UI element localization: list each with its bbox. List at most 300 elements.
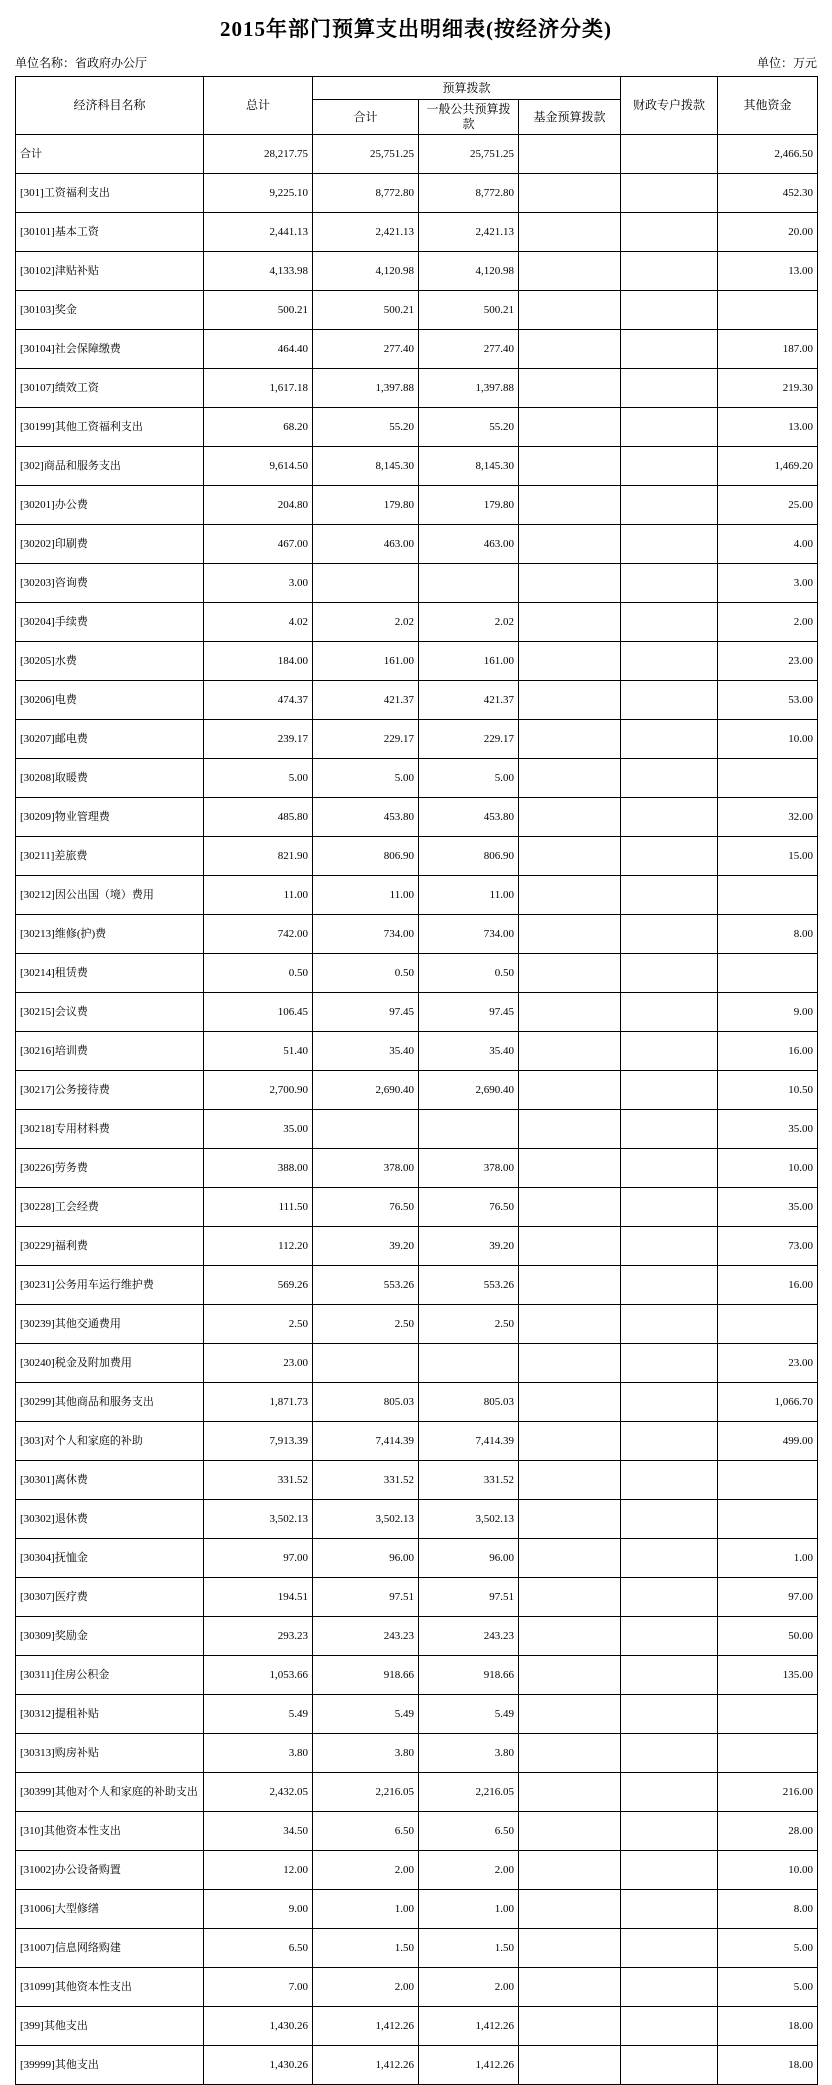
table-row bbox=[16, 1617, 818, 1656]
other-funds-cell: 16.00 bbox=[718, 1032, 818, 1071]
subject-cell: [30102]津贴补贴 bbox=[16, 252, 204, 291]
grand-total-cell: 12.00 bbox=[204, 1851, 313, 1890]
other-funds-cell: 18.00 bbox=[718, 2007, 818, 2046]
other-funds-cell: 10.00 bbox=[718, 720, 818, 759]
col-header-general-public-budget: 一般公共预算拨款 bbox=[419, 100, 519, 135]
grand-total-cell: 3.80 bbox=[204, 1734, 313, 1773]
subject-cell: [39999]其他支出 bbox=[16, 2046, 204, 2085]
unit-name-label: 单位名称：省政府办公厅 bbox=[15, 56, 148, 70]
table-row bbox=[16, 1383, 818, 1422]
table-row bbox=[16, 2007, 818, 2046]
table-row bbox=[16, 1695, 818, 1734]
table-row bbox=[16, 1344, 818, 1383]
fiscal-special-account-cell bbox=[621, 408, 718, 447]
budget-subtotal-cell: 7,414.39 bbox=[313, 1422, 419, 1461]
other-funds-cell: 216.00 bbox=[718, 1773, 818, 1812]
general-public-budget-cell: 55.20 bbox=[419, 408, 519, 447]
subject-cell: [30213]维修(护)费 bbox=[16, 915, 204, 954]
fund-budget-cell bbox=[519, 564, 621, 603]
budget-subtotal-cell: 96.00 bbox=[313, 1539, 419, 1578]
table-row bbox=[16, 174, 818, 213]
grand-total-cell: 2,441.13 bbox=[204, 213, 313, 252]
table-row bbox=[16, 1071, 818, 1110]
fund-budget-cell bbox=[519, 1305, 621, 1344]
general-public-budget-cell: 243.23 bbox=[419, 1617, 519, 1656]
grand-total-cell: 4,133.98 bbox=[204, 252, 313, 291]
fund-budget-cell bbox=[519, 291, 621, 330]
general-public-budget-cell: 1.00 bbox=[419, 1890, 519, 1929]
subject-cell: [31006]大型修缮 bbox=[16, 1890, 204, 1929]
fiscal-special-account-cell bbox=[621, 1578, 718, 1617]
general-public-budget-cell: 35.40 bbox=[419, 1032, 519, 1071]
grand-total-cell: 106.45 bbox=[204, 993, 313, 1032]
grand-total-cell: 68.20 bbox=[204, 408, 313, 447]
fiscal-special-account-cell bbox=[621, 1695, 718, 1734]
fiscal-special-account-cell bbox=[621, 1500, 718, 1539]
subject-cell: [30226]劳务费 bbox=[16, 1149, 204, 1188]
col-header-grand-total: 总计 bbox=[204, 77, 313, 135]
general-public-budget-cell: 161.00 bbox=[419, 642, 519, 681]
budget-subtotal-cell: 25,751.25 bbox=[313, 135, 419, 174]
fiscal-special-account-cell bbox=[621, 2046, 718, 2085]
subject-cell: [30218]专用材料费 bbox=[16, 1110, 204, 1149]
general-public-budget-cell: 8,772.80 bbox=[419, 174, 519, 213]
general-public-budget-cell: 421.37 bbox=[419, 681, 519, 720]
grand-total-cell: 11.00 bbox=[204, 876, 313, 915]
fiscal-special-account-cell bbox=[621, 1461, 718, 1500]
table-row bbox=[16, 1032, 818, 1071]
other-funds-cell: 452.30 bbox=[718, 174, 818, 213]
fiscal-special-account-cell bbox=[621, 603, 718, 642]
budget-subtotal-cell: 76.50 bbox=[313, 1188, 419, 1227]
fiscal-special-account-cell bbox=[621, 1305, 718, 1344]
fiscal-special-account-cell bbox=[621, 525, 718, 564]
table-row bbox=[16, 837, 818, 876]
budget-subtotal-cell: 5.49 bbox=[313, 1695, 419, 1734]
subject-cell: [310]其他资本性支出 bbox=[16, 1812, 204, 1851]
fund-budget-cell bbox=[519, 1890, 621, 1929]
fiscal-special-account-cell bbox=[621, 1656, 718, 1695]
general-public-budget-cell bbox=[419, 564, 519, 603]
table-row bbox=[16, 252, 818, 291]
fiscal-special-account-cell bbox=[621, 1422, 718, 1461]
general-public-budget-cell: 2.00 bbox=[419, 1968, 519, 2007]
table-row bbox=[16, 759, 818, 798]
other-funds-cell: 10.50 bbox=[718, 1071, 818, 1110]
general-public-budget-cell: 4,120.98 bbox=[419, 252, 519, 291]
fund-budget-cell bbox=[519, 798, 621, 837]
other-funds-cell: 13.00 bbox=[718, 252, 818, 291]
grand-total-cell: 3.00 bbox=[204, 564, 313, 603]
fund-budget-cell bbox=[519, 1383, 621, 1422]
fiscal-special-account-cell bbox=[621, 1344, 718, 1383]
general-public-budget-cell: 2,216.05 bbox=[419, 1773, 519, 1812]
fund-budget-cell bbox=[519, 408, 621, 447]
fund-budget-cell bbox=[519, 330, 621, 369]
subject-cell: [30239]其他交通费用 bbox=[16, 1305, 204, 1344]
general-public-budget-cell: 805.03 bbox=[419, 1383, 519, 1422]
subject-cell: [30201]办公费 bbox=[16, 486, 204, 525]
general-public-budget-cell: 1,412.26 bbox=[419, 2046, 519, 2085]
subject-cell: [30202]印刷费 bbox=[16, 525, 204, 564]
budget-subtotal-cell: 1,397.88 bbox=[313, 369, 419, 408]
budget-subtotal-cell: 229.17 bbox=[313, 720, 419, 759]
subject-cell: [30240]税金及附加费用 bbox=[16, 1344, 204, 1383]
grand-total-cell: 2.50 bbox=[204, 1305, 313, 1344]
table-row bbox=[16, 1539, 818, 1578]
header-row-top bbox=[16, 77, 818, 100]
fund-budget-cell bbox=[519, 993, 621, 1032]
subject-cell: [30107]绩效工资 bbox=[16, 369, 204, 408]
general-public-budget-cell: 500.21 bbox=[419, 291, 519, 330]
subject-cell: [30208]取暖费 bbox=[16, 759, 204, 798]
grand-total-cell: 204.80 bbox=[204, 486, 313, 525]
other-funds-cell: 1,469.20 bbox=[718, 447, 818, 486]
subject-cell: [30212]因公出国（境）费用 bbox=[16, 876, 204, 915]
grand-total-cell: 2,432.05 bbox=[204, 1773, 313, 1812]
budget-subtotal-cell: 805.03 bbox=[313, 1383, 419, 1422]
table-row bbox=[16, 720, 818, 759]
table-row bbox=[16, 330, 818, 369]
fund-budget-cell bbox=[519, 954, 621, 993]
subject-cell: [30101]基本工资 bbox=[16, 213, 204, 252]
table-row bbox=[16, 642, 818, 681]
table-row bbox=[16, 1734, 818, 1773]
other-funds-cell: 15.00 bbox=[718, 837, 818, 876]
general-public-budget-cell: 378.00 bbox=[419, 1149, 519, 1188]
fiscal-special-account-cell bbox=[621, 1617, 718, 1656]
meta-row bbox=[15, 54, 817, 71]
grand-total-cell: 97.00 bbox=[204, 1539, 313, 1578]
subject-cell: [30312]提租补贴 bbox=[16, 1695, 204, 1734]
table-row bbox=[16, 213, 818, 252]
page-title: 2015年部门预算支出明细表(按经济分类) bbox=[220, 17, 612, 41]
col-header-fund-budget: 基金预算拨款 bbox=[519, 100, 621, 135]
fiscal-special-account-cell bbox=[621, 876, 718, 915]
fund-budget-cell bbox=[519, 681, 621, 720]
grand-total-cell: 464.40 bbox=[204, 330, 313, 369]
grand-total-cell: 5.00 bbox=[204, 759, 313, 798]
fund-budget-cell bbox=[519, 1500, 621, 1539]
other-funds-cell: 9.00 bbox=[718, 993, 818, 1032]
fiscal-special-account-cell bbox=[621, 486, 718, 525]
general-public-budget-cell: 453.80 bbox=[419, 798, 519, 837]
budget-subtotal-cell: 8,772.80 bbox=[313, 174, 419, 213]
grand-total-cell: 293.23 bbox=[204, 1617, 313, 1656]
fiscal-special-account-cell bbox=[621, 1851, 718, 1890]
grand-total-cell: 4.02 bbox=[204, 603, 313, 642]
fund-budget-cell bbox=[519, 1539, 621, 1578]
budget-subtotal-cell: 1.00 bbox=[313, 1890, 419, 1929]
fund-budget-cell bbox=[519, 135, 621, 174]
fund-budget-cell bbox=[519, 603, 621, 642]
budget-subtotal-cell: 97.45 bbox=[313, 993, 419, 1032]
fund-budget-cell bbox=[519, 1929, 621, 1968]
general-public-budget-cell: 1,397.88 bbox=[419, 369, 519, 408]
table-row bbox=[16, 915, 818, 954]
table-row bbox=[16, 1500, 818, 1539]
other-funds-cell: 10.00 bbox=[718, 1149, 818, 1188]
fund-budget-cell bbox=[519, 1851, 621, 1890]
table-row bbox=[16, 135, 818, 174]
other-funds-cell bbox=[718, 1695, 818, 1734]
general-public-budget-cell: 11.00 bbox=[419, 876, 519, 915]
table-row bbox=[16, 1149, 818, 1188]
general-public-budget-cell: 918.66 bbox=[419, 1656, 519, 1695]
grand-total-cell: 112.20 bbox=[204, 1227, 313, 1266]
subject-cell: [30299]其他商品和服务支出 bbox=[16, 1383, 204, 1422]
subject-cell: [31007]信息网络购建 bbox=[16, 1929, 204, 1968]
table-row bbox=[16, 1266, 818, 1305]
table-row bbox=[16, 954, 818, 993]
grand-total-cell: 821.90 bbox=[204, 837, 313, 876]
general-public-budget-cell: 5.49 bbox=[419, 1695, 519, 1734]
fund-budget-cell bbox=[519, 759, 621, 798]
grand-total-cell: 1,871.73 bbox=[204, 1383, 313, 1422]
grand-total-cell: 500.21 bbox=[204, 291, 313, 330]
budget-subtotal-cell: 3.80 bbox=[313, 1734, 419, 1773]
subject-cell: [30199]其他工资福利支出 bbox=[16, 408, 204, 447]
table-row bbox=[16, 681, 818, 720]
grand-total-cell: 194.51 bbox=[204, 1578, 313, 1617]
grand-total-cell: 6.50 bbox=[204, 1929, 313, 1968]
budget-subtotal-cell: 35.40 bbox=[313, 1032, 419, 1071]
budget-table-body bbox=[16, 135, 818, 2085]
other-funds-cell: 97.00 bbox=[718, 1578, 818, 1617]
grand-total-cell: 7.00 bbox=[204, 1968, 313, 2007]
subject-cell: [30301]离休费 bbox=[16, 1461, 204, 1500]
table-row bbox=[16, 1929, 818, 1968]
fiscal-special-account-cell bbox=[621, 2007, 718, 2046]
general-public-budget-cell: 39.20 bbox=[419, 1227, 519, 1266]
general-public-budget-cell: 6.50 bbox=[419, 1812, 519, 1851]
grand-total-cell: 1,430.26 bbox=[204, 2007, 313, 2046]
fiscal-special-account-cell bbox=[621, 1539, 718, 1578]
fund-budget-cell bbox=[519, 447, 621, 486]
general-public-budget-cell: 179.80 bbox=[419, 486, 519, 525]
subject-cell: [30103]奖金 bbox=[16, 291, 204, 330]
other-funds-cell: 25.00 bbox=[718, 486, 818, 525]
col-header-fiscal-special-account: 财政专户拨款 bbox=[621, 77, 718, 135]
general-public-budget-cell: 331.52 bbox=[419, 1461, 519, 1500]
fiscal-special-account-cell bbox=[621, 837, 718, 876]
subject-cell: [30209]物业管理费 bbox=[16, 798, 204, 837]
budget-subtotal-cell: 2,690.40 bbox=[313, 1071, 419, 1110]
table-row bbox=[16, 798, 818, 837]
fund-budget-cell bbox=[519, 876, 621, 915]
general-public-budget-cell: 76.50 bbox=[419, 1188, 519, 1227]
grand-total-cell: 239.17 bbox=[204, 720, 313, 759]
subject-cell: [301]工资福利支出 bbox=[16, 174, 204, 213]
fund-budget-cell bbox=[519, 1032, 621, 1071]
general-public-budget-cell: 25,751.25 bbox=[419, 135, 519, 174]
fiscal-special-account-cell bbox=[621, 1968, 718, 2007]
subject-cell: [30214]租赁费 bbox=[16, 954, 204, 993]
general-public-budget-cell: 277.40 bbox=[419, 330, 519, 369]
budget-subtotal-cell: 6.50 bbox=[313, 1812, 419, 1851]
other-funds-cell: 23.00 bbox=[718, 1344, 818, 1383]
general-public-budget-cell: 1.50 bbox=[419, 1929, 519, 1968]
fund-budget-cell bbox=[519, 720, 621, 759]
fund-budget-cell bbox=[519, 213, 621, 252]
other-funds-cell bbox=[718, 1305, 818, 1344]
subject-cell: [30313]购房补贴 bbox=[16, 1734, 204, 1773]
subject-cell: [30215]会议费 bbox=[16, 993, 204, 1032]
grand-total-cell: 2,700.90 bbox=[204, 1071, 313, 1110]
other-funds-cell: 219.30 bbox=[718, 369, 818, 408]
other-funds-cell bbox=[718, 1734, 818, 1773]
table-row bbox=[16, 291, 818, 330]
fund-budget-cell bbox=[519, 252, 621, 291]
general-public-budget-cell: 97.51 bbox=[419, 1578, 519, 1617]
budget-table-header bbox=[16, 77, 818, 135]
subject-cell: [30206]电费 bbox=[16, 681, 204, 720]
fiscal-special-account-cell bbox=[621, 1188, 718, 1227]
general-public-budget-cell: 806.90 bbox=[419, 837, 519, 876]
fiscal-special-account-cell bbox=[621, 1383, 718, 1422]
general-public-budget-cell: 97.45 bbox=[419, 993, 519, 1032]
other-funds-cell bbox=[718, 876, 818, 915]
fund-budget-cell bbox=[519, 1227, 621, 1266]
grand-total-cell: 5.49 bbox=[204, 1695, 313, 1734]
fund-budget-cell bbox=[519, 1071, 621, 1110]
table-row bbox=[16, 369, 818, 408]
general-public-budget-cell: 2.50 bbox=[419, 1305, 519, 1344]
other-funds-cell: 499.00 bbox=[718, 1422, 818, 1461]
fiscal-special-account-cell bbox=[621, 681, 718, 720]
fund-budget-cell bbox=[519, 1266, 621, 1305]
grand-total-cell: 35.00 bbox=[204, 1110, 313, 1149]
fiscal-special-account-cell bbox=[621, 1773, 718, 1812]
table-row bbox=[16, 1461, 818, 1500]
budget-table bbox=[15, 76, 818, 2085]
fiscal-special-account-cell bbox=[621, 174, 718, 213]
subject-cell: [30229]福利费 bbox=[16, 1227, 204, 1266]
fiscal-special-account-cell bbox=[621, 213, 718, 252]
fund-budget-cell bbox=[519, 1617, 621, 1656]
general-public-budget-cell: 5.00 bbox=[419, 759, 519, 798]
grand-total-cell: 1,430.26 bbox=[204, 2046, 313, 2085]
grand-total-cell: 569.26 bbox=[204, 1266, 313, 1305]
table-row bbox=[16, 1656, 818, 1695]
budget-subtotal-cell: 421.37 bbox=[313, 681, 419, 720]
budget-subtotal-cell: 11.00 bbox=[313, 876, 419, 915]
other-funds-cell bbox=[718, 1461, 818, 1500]
subject-cell: [30309]奖励金 bbox=[16, 1617, 204, 1656]
budget-subtotal-cell: 161.00 bbox=[313, 642, 419, 681]
other-funds-cell: 8.00 bbox=[718, 915, 818, 954]
budget-report-page bbox=[0, 13, 832, 2085]
general-public-budget-cell: 2,690.40 bbox=[419, 1071, 519, 1110]
table-row bbox=[16, 564, 818, 603]
other-funds-cell: 8.00 bbox=[718, 1890, 818, 1929]
table-row bbox=[16, 1968, 818, 2007]
other-funds-cell: 10.00 bbox=[718, 1851, 818, 1890]
other-funds-cell: 73.00 bbox=[718, 1227, 818, 1266]
subject-cell: [399]其他支出 bbox=[16, 2007, 204, 2046]
fiscal-special-account-cell bbox=[621, 1032, 718, 1071]
table-row bbox=[16, 1305, 818, 1344]
fund-budget-cell bbox=[519, 915, 621, 954]
fund-budget-cell bbox=[519, 1656, 621, 1695]
budget-subtotal-cell: 97.51 bbox=[313, 1578, 419, 1617]
budget-subtotal-cell: 1.50 bbox=[313, 1929, 419, 1968]
fund-budget-cell bbox=[519, 1461, 621, 1500]
general-public-budget-cell: 7,414.39 bbox=[419, 1422, 519, 1461]
other-funds-cell bbox=[718, 954, 818, 993]
fund-budget-cell bbox=[519, 837, 621, 876]
table-row bbox=[16, 525, 818, 564]
table-row bbox=[16, 993, 818, 1032]
fiscal-special-account-cell bbox=[621, 252, 718, 291]
table-row bbox=[16, 1422, 818, 1461]
other-funds-cell: 20.00 bbox=[718, 213, 818, 252]
table-row bbox=[16, 2046, 818, 2085]
grand-total-cell: 7,913.39 bbox=[204, 1422, 313, 1461]
budget-subtotal-cell: 243.23 bbox=[313, 1617, 419, 1656]
other-funds-cell: 1,066.70 bbox=[718, 1383, 818, 1422]
grand-total-cell: 3,502.13 bbox=[204, 1500, 313, 1539]
budget-subtotal-cell: 277.40 bbox=[313, 330, 419, 369]
budget-subtotal-cell: 2.02 bbox=[313, 603, 419, 642]
budget-subtotal-cell: 331.52 bbox=[313, 1461, 419, 1500]
grand-total-cell: 467.00 bbox=[204, 525, 313, 564]
fund-budget-cell bbox=[519, 1149, 621, 1188]
subject-cell: [30204]手续费 bbox=[16, 603, 204, 642]
grand-total-cell: 184.00 bbox=[204, 642, 313, 681]
fund-budget-cell bbox=[519, 1695, 621, 1734]
budget-subtotal-cell: 500.21 bbox=[313, 291, 419, 330]
general-public-budget-cell: 3,502.13 bbox=[419, 1500, 519, 1539]
fiscal-special-account-cell bbox=[621, 1227, 718, 1266]
subject-cell: [30304]抚恤金 bbox=[16, 1539, 204, 1578]
fund-budget-cell bbox=[519, 642, 621, 681]
general-public-budget-cell: 96.00 bbox=[419, 1539, 519, 1578]
general-public-budget-cell: 0.50 bbox=[419, 954, 519, 993]
grand-total-cell: 34.50 bbox=[204, 1812, 313, 1851]
other-funds-cell: 1.00 bbox=[718, 1539, 818, 1578]
general-public-budget-cell: 1,412.26 bbox=[419, 2007, 519, 2046]
fiscal-special-account-cell bbox=[621, 720, 718, 759]
budget-subtotal-cell: 39.20 bbox=[313, 1227, 419, 1266]
fund-budget-cell bbox=[519, 1110, 621, 1149]
fiscal-special-account-cell bbox=[621, 1110, 718, 1149]
general-public-budget-cell: 2.00 bbox=[419, 1851, 519, 1890]
table-row bbox=[16, 1578, 818, 1617]
subject-cell: [30307]医疗费 bbox=[16, 1578, 204, 1617]
grand-total-cell: 331.52 bbox=[204, 1461, 313, 1500]
budget-subtotal-cell: 2.00 bbox=[313, 1851, 419, 1890]
subject-cell: [31099]其他资本性支出 bbox=[16, 1968, 204, 2007]
fund-budget-cell bbox=[519, 1188, 621, 1227]
grand-total-cell: 1,617.18 bbox=[204, 369, 313, 408]
subject-cell: [30399]其他对个人和家庭的补助支出 bbox=[16, 1773, 204, 1812]
general-public-budget-cell: 2.02 bbox=[419, 603, 519, 642]
budget-subtotal-cell bbox=[313, 564, 419, 603]
grand-total-cell: 1,053.66 bbox=[204, 1656, 313, 1695]
other-funds-cell: 35.00 bbox=[718, 1110, 818, 1149]
fiscal-special-account-cell bbox=[621, 291, 718, 330]
fiscal-special-account-cell bbox=[621, 564, 718, 603]
budget-subtotal-cell: 3,502.13 bbox=[313, 1500, 419, 1539]
subject-cell: [30216]培训费 bbox=[16, 1032, 204, 1071]
unit-measure-label: 单位：万元 bbox=[756, 56, 817, 70]
general-public-budget-cell bbox=[419, 1344, 519, 1383]
other-funds-cell: 135.00 bbox=[718, 1656, 818, 1695]
subject-cell: [30211]差旅费 bbox=[16, 837, 204, 876]
budget-subtotal-cell: 1,412.26 bbox=[313, 2046, 419, 2085]
other-funds-cell: 5.00 bbox=[718, 1968, 818, 2007]
